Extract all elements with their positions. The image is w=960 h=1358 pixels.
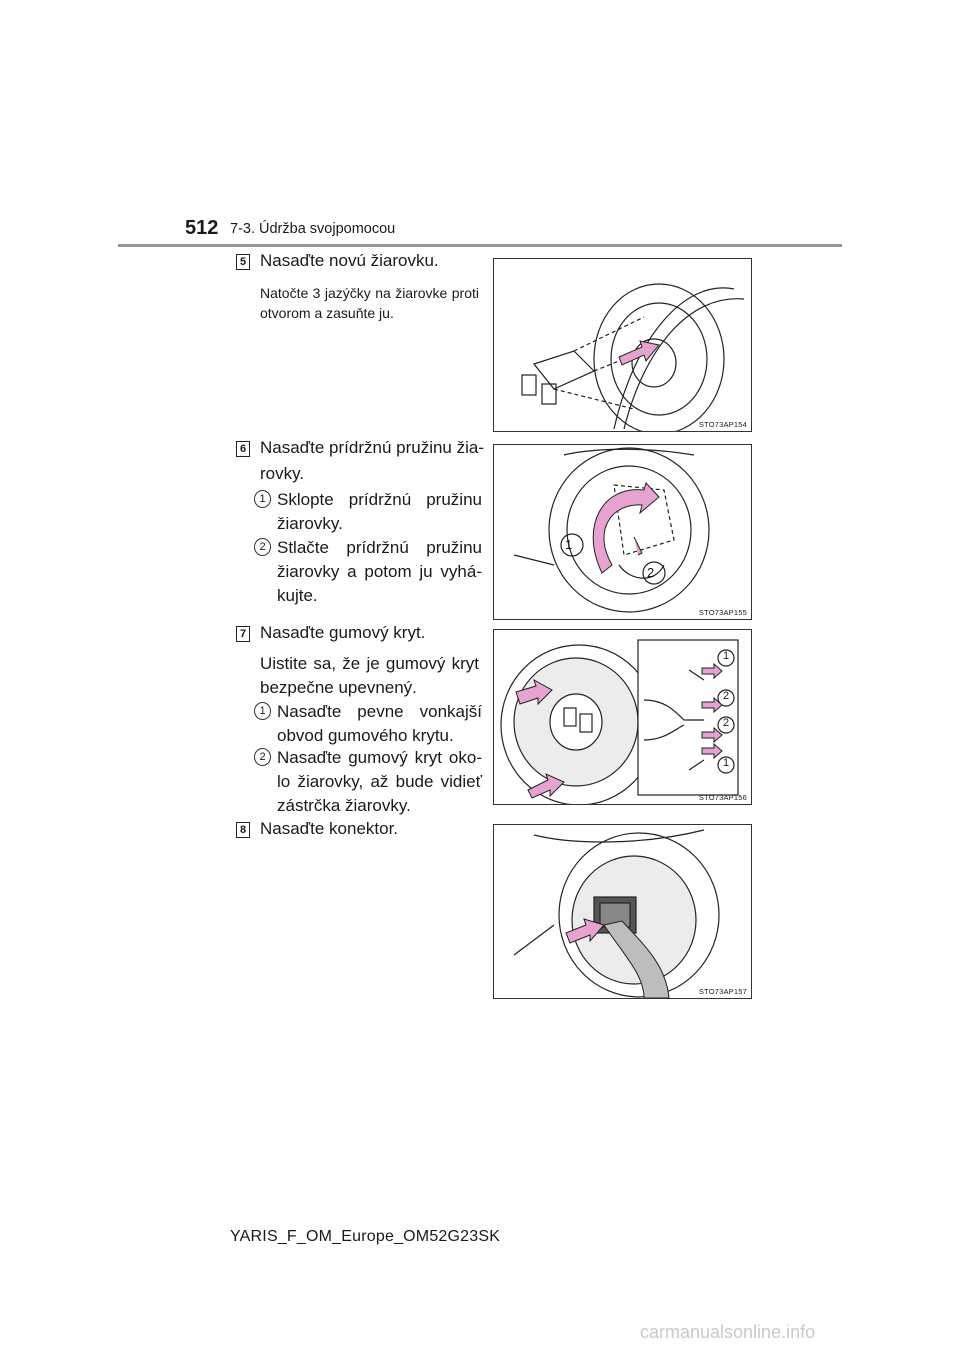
callout-1: 1 bbox=[723, 757, 730, 769]
substep-number: 2 bbox=[254, 538, 271, 556]
step-title: Nasaďte prídržnú pružinu žia- bbox=[260, 438, 484, 457]
illustration-bulb-insertion bbox=[494, 259, 751, 431]
callout-2: 2 bbox=[723, 690, 730, 702]
step-number-badge: 6 bbox=[236, 441, 250, 457]
substep-number: 2 bbox=[254, 748, 271, 766]
step-note: Natočte 3 jazýčky na žiarovke proti otvorom a zasuňte ju. bbox=[260, 285, 479, 321]
step-title: Nasaďte konektor. bbox=[260, 819, 399, 838]
callout-2: 2 bbox=[723, 717, 730, 729]
figure-connector bbox=[493, 824, 752, 999]
section-title: 7-3. Údržba svojpomocou bbox=[230, 221, 396, 237]
substep-number: 1 bbox=[254, 490, 271, 508]
substep-text: Sklopte prídržnú pružinu žiarovky. bbox=[277, 490, 482, 533]
illustration-retaining-spring bbox=[494, 445, 751, 619]
step-number-badge: 7 bbox=[236, 626, 250, 642]
step-body: Uistite sa, že je gumový kryt bezpečne upevnený. bbox=[260, 654, 479, 697]
callout-2: 2 bbox=[647, 565, 655, 580]
figure-rubber-cover bbox=[493, 629, 752, 805]
figure-code: STO73AP156 bbox=[698, 793, 747, 802]
document-code: YARIS_F_OM_Europe_OM52G23SK bbox=[230, 1228, 501, 1245]
step-title-continued: rovky. bbox=[260, 464, 305, 483]
callout-1: 1 bbox=[723, 650, 730, 662]
substep-text: Stlačte prídržnú pružinu žiarovky a potom ju vyhá-kujte. bbox=[277, 538, 482, 605]
figure-code: STO73AP155 bbox=[698, 608, 747, 617]
step-title: Nasaďte novú žiarovku. bbox=[260, 251, 439, 270]
figure-code: STO73AP157 bbox=[698, 987, 747, 996]
illustration-connector bbox=[494, 825, 751, 998]
substep-text: Nasaďte gumový kryt oko-lo žiarovky, až bude vidieť zástrčka žiarovky. bbox=[277, 748, 482, 815]
step-number-badge: 5 bbox=[236, 254, 250, 270]
watermark: carmanualsonline.info bbox=[640, 1322, 816, 1342]
step-title: Nasaďte gumový kryt. bbox=[260, 623, 426, 642]
step-number-badge: 8 bbox=[236, 822, 250, 838]
page-number: 512 bbox=[185, 217, 219, 239]
figure-retaining-spring bbox=[493, 444, 752, 620]
substep-text: Nasaďte pevne vonkajší obvod gumového krytu. bbox=[277, 702, 482, 745]
figure-code: STO73AP154 bbox=[698, 420, 747, 429]
figure-install-bulb bbox=[493, 258, 752, 432]
header-divider bbox=[118, 244, 842, 247]
substep-number: 1 bbox=[254, 702, 271, 720]
callout-1: 1 bbox=[565, 537, 573, 552]
illustration-rubber-cover bbox=[494, 630, 751, 804]
